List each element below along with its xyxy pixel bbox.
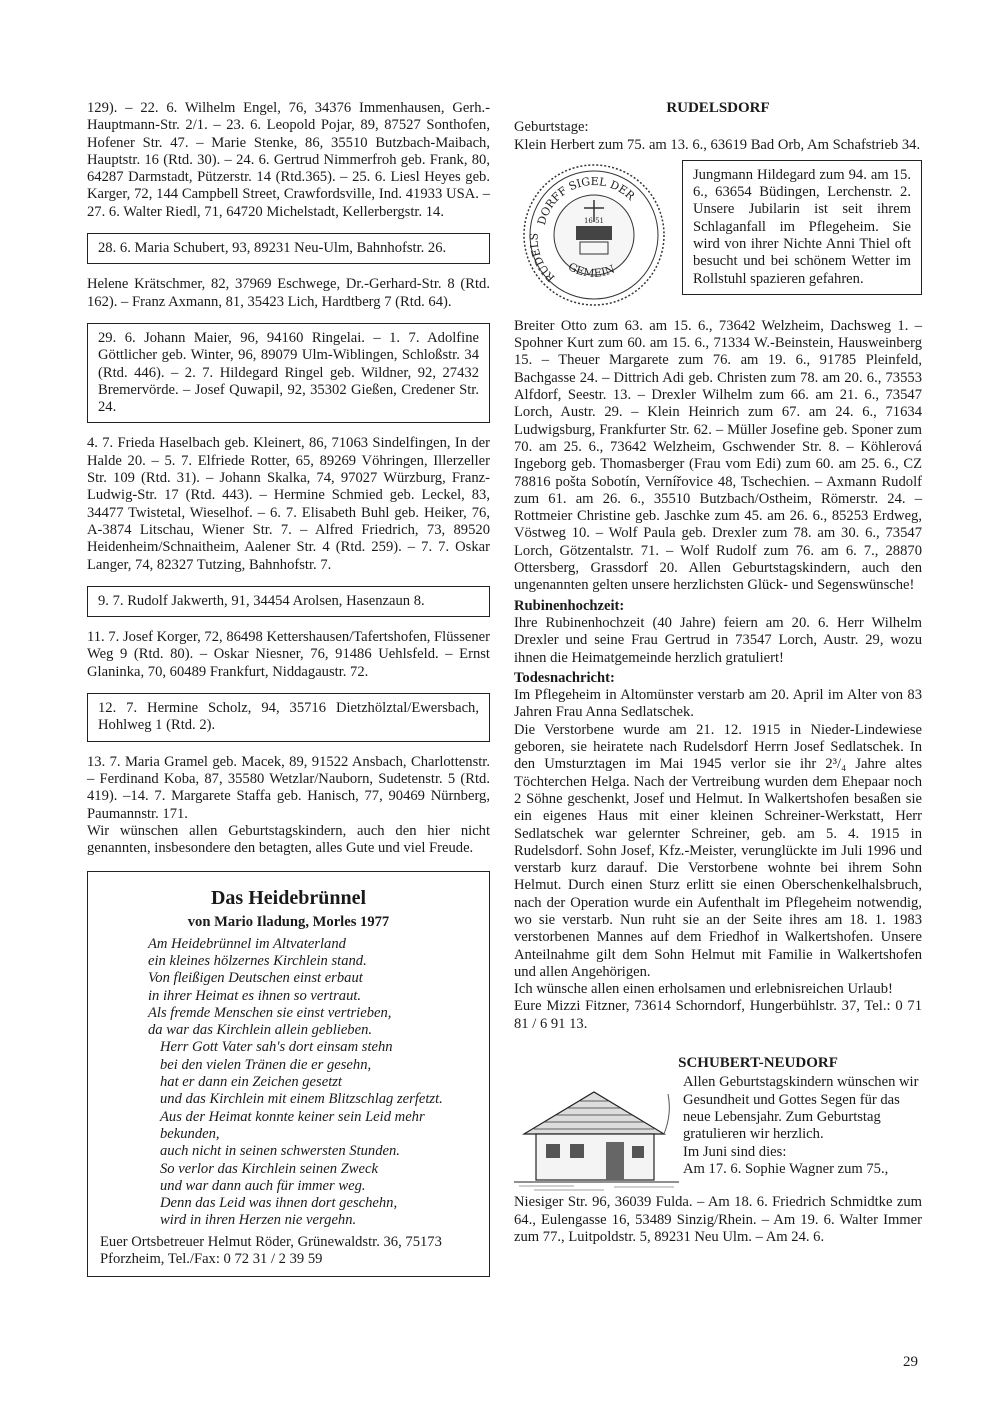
poem-line: und das Kirchlein mit einem Blitzschlag zerfetzt.	[160, 1091, 443, 1108]
birthday-list-part5: 13. 7. Maria Gramel geb. Macek, 89, 91522 Ansbach, Charlottenstr. – Ferdinand Koba, 87, 35580 Wetzlar/Nauborn, Sudetenstr. 5 (Rtd. 419). –14. 7. Margarete Staffa geb. Hanisch, 77, 90469 Nürnberg, Paumannstr. 171.	[87, 753, 490, 822]
poem-line: Von fleißigen Deutschen einst erbaut	[148, 970, 363, 987]
poem-line: auch nicht in seinen schwersten Stunden.	[160, 1143, 400, 1160]
poem-line: hat er dann ein Zeichen gesetzt	[160, 1074, 342, 1091]
jungmann-text: Jungmann Hildegard zum 94. am 15. 6., 63654 Büdingen, Lerchenstr. 2. Unsere Jubilarin ist seit ihrem Schlaganfall im Pflegeheim. Sie wird von ihrer Nichte Anni Thiel oft besucht und bei schönem Wetter im Rollstuhl spazieren gefahren.	[693, 166, 911, 287]
poem-box	[87, 871, 490, 1277]
section-title-schubert-neudorf: SCHUBERT-NEUDORF	[678, 1055, 838, 1072]
highlight-box-jungmann	[682, 160, 922, 295]
schubert-birthday-list: Niesiger Str. 96, 36039 Fulda. – Am 18. 6. Friedrich Schmidtke zum 64., Eulengasse 16, 53489 Sinzig/Rhein. – Am 19. 6. Walter Immer zum 77., Luitpoldstr. 5, 89231 Neu Ulm. – Am 24. 6.	[514, 1194, 922, 1245]
right-column	[514, 100, 922, 1246]
box-text: 29. 6. Johann Maier, 96, 94160 Ringelai. – 1. 7. Adolfine Göttlicher geb. Winter, 96, 89079 Ulm-Wiblingen, Schloßstr. 34 (Rtd. 446). – 2. 7. Hildegard Ringel geb. Wildner, 92, 27432 Bremervörde. – Josef Quwapil, 92, 35302 Gießen, Credener Str. 24.	[98, 329, 479, 416]
poem-title: Das Heidebrünnel	[210, 887, 367, 910]
box-text: 28. 6. Maria Schubert, 93, 89231 Neu-Ulm, Bahnhofstr. 26.	[98, 240, 447, 257]
poem-footer-line1: Euer Ortsbetreuer Helmut Röder, Grünewaldstr. 36, 75173	[100, 1233, 442, 1250]
poem-line: bei den vielen Tränen die er gesehn,	[160, 1056, 372, 1073]
schubert-june-label: Im Juni sind dies:	[683, 1143, 787, 1160]
rudelsdorf-seal-image	[514, 160, 674, 310]
poem-line: Denn das Leid was ihnen dort geschehn,	[160, 1195, 398, 1212]
seal-section	[514, 160, 922, 310]
poem-line: So verlor das Kirchlein seinen Zweck	[160, 1160, 378, 1177]
obituary-text: Die Verstorbene wurde am 21. 12. 1915 in Nieder-Lindewiese geboren, sie heiratete nach Rudelsdorf Herrn Josef Sedlatschek. In den Umsturztagen im Mai 1945 verlor sie ihr 2³/₄ Jahre altes Töchterchen Helga. Nach der Vertreibung wurden dem Ehepaar noch 2 Söhne geschenkt, Josef und Helmut. In Walkertshofen besaßen sie ein eigenes Haus mit einer kleinen Schreiner-Werkstatt, Herr Sedlatschek war gelernter Schreiner, geb. am 5. 4. 1915 in Rudelsdorf. Sohn Josef, Kfz.-Meister, verunglückte im Juli 1996 und verstarb kurz darauf. Die Verstorbene wohnte bei ihrem Sohn Helmut. Durch einen Sturz erlitt sie einen Oberschenkelhalsbruch, nach der Operation wurde ein Aufenthalt im Pflegeheim notwendig, wo sie verstarb. Nun ruht sie an der Seite ihres am 18. 1. 1983 verstorbenen Mannes auf dem Friedhof in Walkertshofen. Unsere Anteilnahme gilt dem Sohn Helmut mit Familie in Walkertshofen und allen Angehörigen.	[514, 721, 922, 980]
birthday-klein-herbert: Klein Herbert zum 75. am 13. 6., 63619 Bad Orb, Am Schafstrieb 34.	[514, 136, 921, 153]
birthday-list-part3: 4. 7. Frieda Haselbach geb. Kleinert, 86, 71063 Sindelfingen, In der Halde 20. – 5. 7. Elfriede Rotter, 65, 89269 Vöhringen, Illerzeller Str. 109 (Rtd. 31). – Johann Skalka, 74, 97027 Würzburg, Franz-Ludwig-Str. 17 (Rtd. 443). – Hermine Schmied geb. Leckel, 83, 34477 Twistetal, Wieselhof. – 6. 7. Elisabeth Buhl geb. Heiker, 76, A-3874 Litschau, Wiener Str. 7. – Alfred Friedrich, 73, 89520 Heidenheim/Schnaitheim, Aalener Str. 4 (Rtd. 259). – 7. 7. Oskar Langer, 74, 82327 Tutzing, Bahnhofstr. 7.	[87, 435, 490, 573]
page-number: 29	[903, 1354, 918, 1370]
section-title-rudelsdorf: RUDELSDORF	[666, 100, 770, 116]
schubert-section	[514, 1074, 922, 1194]
farmhouse-drawing-image	[514, 1074, 679, 1194]
seal-bottom-text: GEMEIN	[565, 259, 617, 280]
contact-fitzner: Eure Mizzi Fitzner, 73614 Schorndorf, Hungerbühlstr. 37, Tel.: 0 71 81 / 6 91 13.	[514, 998, 922, 1032]
poem-line: Am Heidebrünnel im Altvaterland	[148, 935, 346, 952]
holiday-wishes: Ich wünsche allen einen erholsamen und erlebnisreichen Urlaub!	[514, 981, 893, 998]
rubinenhochzeit-text: Ihre Rubinenhochzeit (40 Jahre) feiern am 20. 6. Herr Wilhelm Drexler und seine Frau Gertrud in 73547 Lorch, Austr. 29, wozu ihnen die Heimatgemeinde herzlich gratuliert!	[514, 614, 922, 666]
poem-line: Aus der Heimat konnte keiner sein Leid mehr bekunden,	[160, 1108, 425, 1142]
closing-wishes: Wir wünschen allen Geburtstagskindern, auch den hier nicht genannten, insbesondere den betagten, alles Gute und viel Freude.	[87, 822, 490, 857]
birthdays-label: Geburtstage:	[514, 119, 589, 136]
schubert-wagner: Am 17. 6. Sophie Wagner zum 75.,	[683, 1160, 889, 1177]
highlight-box-schubert	[87, 233, 490, 264]
heading-rubinenhochzeit: Rubinenhochzeit:	[514, 597, 625, 614]
poem-line: da war das Kirchlein allein geblieben.	[148, 1022, 373, 1039]
poem-line: ein kleines hölzernes Kirchlein stand.	[148, 952, 367, 969]
poem-line: Als fremde Menschen sie einst vertrieben,	[148, 1004, 392, 1021]
poem-line: wird in ihren Herzen nie vergehn.	[160, 1212, 357, 1229]
seal-top-text: DORFF SIGEL DER	[535, 174, 638, 227]
seal-year: 16 51	[583, 216, 605, 225]
schubert-greeting	[683, 1074, 922, 1178]
birthday-list-part1: 129). – 22. 6. Wilhelm Engel, 76, 34376 Immenhausen, Gerh.-Hauptmann-Str. 2/1. – 23. 6. Leopold Pojar, 89, 87527 Sonthofen, Hofener Str. 47. – Marie Stenke, 86, 35510 Butzbach-Maibach, Hauptstr. 16 (Rtd. 30). – 24. 6. Gertrud Nimmerfroh geb. Frank, 80, 64287 Darmstadt, Pützerstr. 14 (Rtd.365). – 25. 6. Liesl Heyes geb. Karger, 72, 144 Campbell Street, Crawfordsville, Ind. 41933 USA. – 27. 6. Walter Riedl, 71, 64720 Michelstadt, Kellerbergstr. 14.	[87, 100, 490, 220]
poem-line: in ihrer Heimat es ihnen so vertraut.	[148, 987, 362, 1004]
box-text: 9. 7. Rudolf Jakwerth, 91, 34454 Arolsen, Hasenzaun 8.	[98, 592, 425, 609]
birthday-list-part2: Helene Krätschmer, 82, 37969 Eschwege, Dr.-Gerhard-Str. 8 (Rtd. 162). – Franz Axmann, 81, 35423 Lich, Hardtberg 7 (Rtd. 64).	[87, 276, 490, 310]
seal-left-text: RUDELS	[527, 232, 558, 285]
highlight-box-scholz	[87, 693, 490, 742]
highlight-box-jakwerth	[87, 586, 490, 617]
heading-todesnachricht: Todesnachricht:	[514, 669, 615, 686]
poem-line: Herr Gott Vater sah's dort einsam stehn	[160, 1039, 393, 1056]
box-text: 12. 7. Hermine Scholz, 94, 35716 Dietzhölztal/Ewersbach, Hohlweg 1 (Rtd. 2).	[98, 700, 479, 734]
left-column	[87, 100, 490, 1277]
poem-author: von Mario Iladung, Morles 1977	[187, 914, 390, 931]
highlight-box-maier	[87, 323, 490, 423]
obituary-intro: Im Pflegeheim in Altomünster verstarb am 20. April im Alter von 83 Jahren Frau Anna Sedlatschek.	[514, 687, 922, 721]
birthday-list-part4: 11. 7. Josef Korger, 72, 86498 Kettershausen/Tafertshofen, Flüssener Weg 9 (Rtd. 80). – Oskar Niesner, 76, 91486 Uehlsfeld. – Ernst Glaninka, 70, 60489 Frankfurt, Niddagaustr. 72.	[87, 629, 490, 680]
poem-line: und war dann auch für immer weg.	[160, 1177, 366, 1194]
schubert-greeting-text: Allen Geburtstagskindern wünschen wir Gesundheit und Gottes Segen für das neue Lebensjahr. Zum Geburtstag gratulieren wir herzlich.	[683, 1074, 919, 1143]
poem-footer-line2: Pforzheim, Tel./Fax: 0 72 31 / 2 39 59	[100, 1251, 323, 1268]
rudelsdorf-birthday-list: Breiter Otto zum 63. am 15. 6., 73642 Welzheim, Dachsweg 1. – Spohner Kurt zum 60. am 15. 6., 71334 W.-Beinstein, Hausweinberg 15. – Theuer Margarete zum 76. am 19. 6., 91785 Pleinfeld, Bachgasse 24. – Dittrich Adi geb. Christen zum 78. am 20. 6., 73553 Alfdorf, Seestr. 13. – Drexler Wilhelm zum 66. am 21. 6., 73547 Lorch, Austr. 29. – Klein Heinrich zum 67. am 24. 6., 71634 Ludwigsburg, Frankfurter Str. 62. – Müller Josefine geb. Sponer zum 70. am 25. 6., 73642 Welzheim, Gschwender Str. 8. – Köhlerová Ingeborg geb. Thomasberger (Frau vom Edi) zum 60. am 25. 6., CZ 78816 pošta Sobotín, Vernířovice 48, Tschechien. – Axmann Rudolf zum 61. am 26. 6., 35510 Butzbach/Ostheim, Römerstr. 24. – Rottmeier Christine geb. Jaschke zum 45. am 26. 6., 85253 Erdweg, Vöstweg 10. – Wolf Paula geb. Drexler zum 78. am 30. 6., 73547 Lorch, Götzentalstr. 71. – Wolf Rudolf zum 76. am 6. 7., 28870 Ottersberg, Grassdorf 20. Allen Geburtstagskindern, auch den ungenannten gelten unsere herzlichsten Glück- und Segenswünsche!	[514, 317, 922, 594]
